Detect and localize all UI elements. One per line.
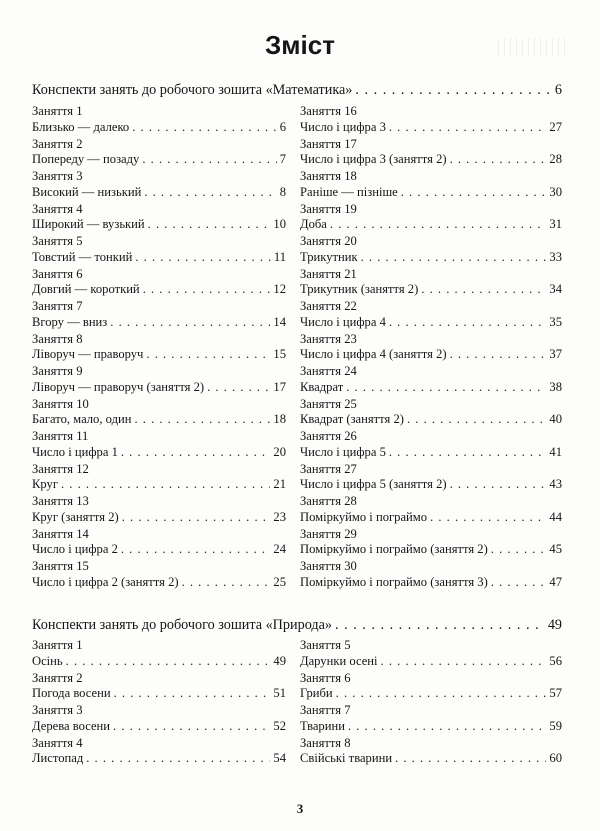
dot-leader [144, 185, 276, 201]
dot-leader [389, 315, 547, 331]
toc-entry-row [300, 686, 562, 702]
lesson-page: 28 [549, 152, 562, 166]
toc-entry-row [300, 477, 562, 493]
toc-entry-row [300, 412, 562, 428]
toc-entry[interactable] [300, 104, 562, 137]
lesson-page: 38 [549, 379, 562, 394]
toc-entry-row [300, 282, 562, 298]
dot-leader [86, 751, 270, 767]
toc-entry-row [32, 510, 286, 526]
toc-entry[interactable] [32, 494, 286, 527]
dot-leader [134, 412, 270, 428]
lesson-page: 37 [549, 347, 562, 361]
lesson-title: Число і цифра 1 [32, 444, 118, 459]
lesson-number: Заняття 11 [32, 429, 89, 443]
lesson-page: 23 [273, 509, 286, 524]
dot-leader [114, 686, 271, 702]
lesson-number: Заняття 3 [32, 169, 83, 183]
lesson-number: Заняття 21 [300, 266, 357, 281]
toc-entry[interactable] [300, 267, 562, 300]
dot-leader [207, 380, 270, 396]
page-number: 3 [296, 801, 304, 816]
lesson-number: Заняття 6 [300, 670, 351, 685]
dot-leader [113, 719, 270, 735]
lesson-number: Заняття 20 [300, 234, 357, 248]
toc-entry-row [32, 719, 286, 735]
toc-entry-row [300, 250, 562, 266]
lesson-number: Заняття 2 [32, 670, 83, 685]
dot-leader [330, 217, 547, 233]
section-page: 49 [547, 617, 562, 633]
lesson-page: 43 [549, 477, 562, 491]
dot-leader [121, 542, 271, 558]
lesson-title: Тварини [300, 718, 345, 733]
toc-entry-row [300, 315, 562, 331]
lesson-page: 15 [273, 347, 286, 361]
section-title: Конспекти занять до робочого зошита «Природа» [32, 617, 333, 633]
toc-entry-row [32, 152, 286, 168]
dot-leader [146, 347, 270, 363]
toc-entry-row [32, 347, 286, 363]
lesson-number: Заняття 26 [300, 429, 357, 443]
lesson-title: Поміркуймо і пограймо [300, 509, 428, 524]
toc-entry-row [32, 542, 286, 558]
lesson-title: Близько — далеко [32, 119, 130, 134]
dot-leader [450, 477, 547, 493]
dot-leader [361, 250, 547, 266]
lesson-number: Заняття 13 [32, 494, 89, 508]
lesson-page: 20 [273, 444, 286, 459]
section-title: Конспекти занять до робочого зошита «Математика» [32, 82, 353, 98]
lesson-title: Число і цифра 5 (заняття 2) [300, 477, 447, 491]
lesson-page: 18 [273, 412, 286, 426]
lesson-number: Заняття 4 [32, 735, 83, 750]
lesson-title: Багато, мало, один [32, 412, 132, 426]
page-title: Зміст [265, 30, 335, 60]
lesson-title: Поміркуймо і пограймо (заняття 3) [300, 574, 488, 589]
lesson-number: Заняття 22 [300, 299, 357, 313]
lesson-title: Вгору — вниз [32, 314, 108, 329]
lesson-title: Круг (заняття 2) [32, 509, 119, 524]
toc-entry-row [300, 719, 562, 735]
toc-column-right [300, 638, 562, 768]
lesson-number: Заняття 12 [32, 461, 89, 476]
toc-entry[interactable] [300, 462, 562, 495]
lesson-title: Число і цифра 2 [32, 542, 118, 556]
toc-entry-row [32, 315, 286, 331]
toc-entry-row [300, 542, 562, 558]
lesson-title: Гриби [300, 686, 333, 700]
dot-leader [355, 82, 552, 99]
dot-leader [421, 282, 546, 298]
toc-entry[interactable] [32, 462, 286, 495]
lesson-title: Дарунки осені [300, 653, 378, 668]
lesson-title: Круг [32, 477, 58, 491]
lesson-number: Заняття 17 [300, 136, 357, 151]
toc-entry[interactable] [32, 332, 286, 365]
lesson-title: Листопад [32, 751, 84, 765]
lesson-page: 33 [549, 249, 562, 264]
toc-entry[interactable] [32, 559, 286, 592]
lesson-page: 49 [273, 653, 286, 668]
lesson-title: Трикутник (заняття 2) [300, 282, 419, 296]
lesson-page: 57 [549, 686, 562, 700]
lesson-page: 51 [273, 686, 286, 700]
toc-entry[interactable] [32, 169, 286, 202]
lesson-number: Заняття 8 [300, 735, 351, 750]
toc-entry[interactable] [300, 703, 562, 736]
toc-entry-row [300, 152, 562, 168]
lesson-page: 34 [549, 282, 562, 296]
toc-entry[interactable] [32, 234, 286, 267]
toc-entry-row [32, 654, 286, 670]
toc-entry[interactable] [300, 397, 562, 430]
toc-entry-row [32, 686, 286, 702]
toc-entry-row [32, 185, 286, 201]
toc-entry[interactable] [32, 364, 286, 397]
dot-leader [450, 152, 547, 168]
lesson-number: Заняття 6 [32, 266, 83, 281]
lesson-page: 25 [273, 574, 286, 589]
dot-leader [491, 542, 547, 558]
lesson-number: Заняття 28 [300, 494, 357, 508]
dot-leader [132, 120, 276, 136]
toc-entry[interactable] [32, 397, 286, 430]
dot-leader [66, 654, 271, 670]
toc-column-left [32, 104, 286, 592]
lesson-title: Число і цифра 2 (заняття 2) [32, 574, 179, 589]
toc-entry-row [300, 654, 562, 670]
toc-entry-row [300, 120, 562, 136]
toc-entry-row [32, 751, 286, 767]
dot-leader [381, 654, 547, 670]
lesson-number: Заняття 5 [32, 234, 83, 248]
lesson-number: Заняття 19 [300, 201, 357, 216]
toc-entry[interactable] [300, 169, 562, 202]
lesson-number: Заняття 10 [32, 396, 89, 411]
lesson-page: 52 [273, 718, 286, 733]
lesson-page: 40 [549, 412, 562, 426]
lesson-page: 59 [549, 718, 562, 733]
lesson-page: 17 [273, 379, 286, 394]
toc-column-right [300, 104, 562, 592]
toc-entry[interactable] [32, 299, 286, 332]
lesson-title: Широкий — вузький [32, 217, 145, 231]
dot-leader [491, 575, 547, 591]
dot-leader [389, 445, 547, 461]
toc-entry[interactable] [300, 638, 562, 671]
dot-leader [395, 751, 546, 767]
lesson-title: Число і цифра 4 (заняття 2) [300, 347, 447, 361]
dot-leader [348, 719, 546, 735]
lesson-title: Свійські тварини [300, 751, 393, 765]
toc-column-left [32, 638, 286, 768]
lesson-number: Заняття 3 [32, 703, 83, 717]
dot-leader [407, 412, 546, 428]
lesson-title: Попереду — позаду [32, 152, 140, 166]
lesson-page: 27 [549, 119, 562, 134]
lesson-number: Заняття 4 [32, 201, 83, 216]
toc-entry[interactable] [300, 332, 562, 365]
toc-entry-row [32, 217, 286, 233]
lesson-page: 56 [549, 653, 562, 668]
dot-leader [335, 617, 545, 634]
toc-entry[interactable] [300, 234, 562, 267]
dot-leader [450, 347, 547, 363]
lesson-page: 14 [273, 314, 286, 329]
toc-entry[interactable] [32, 638, 286, 671]
toc-entry[interactable] [32, 137, 286, 170]
dot-leader [346, 380, 546, 396]
toc-entry-row [32, 120, 286, 136]
dot-leader [148, 217, 271, 233]
lesson-title: Товстий — тонкий [32, 249, 133, 264]
lesson-page: 45 [549, 542, 562, 556]
lesson-number: Заняття 25 [300, 396, 357, 411]
dot-leader [121, 445, 271, 461]
toc-entry[interactable] [300, 299, 562, 332]
dot-leader [182, 575, 271, 591]
toc-entry[interactable] [300, 736, 562, 769]
lesson-page: 7 [279, 152, 286, 166]
toc-entry[interactable] [32, 671, 286, 704]
dot-leader [143, 282, 271, 298]
lesson-title: Число і цифра 4 [300, 314, 386, 329]
lesson-page: 6 [279, 119, 286, 134]
dot-leader [135, 250, 271, 266]
lesson-title: Трикутник [300, 249, 358, 264]
dot-leader [122, 510, 271, 526]
toc-entry-row [32, 380, 286, 396]
lesson-title: Високий — низький [32, 184, 142, 199]
dot-leader [336, 686, 547, 702]
dot-leader [430, 510, 546, 526]
lesson-number: Заняття 30 [300, 559, 357, 573]
section-page: 6 [554, 82, 562, 98]
toc-entry[interactable] [32, 736, 286, 769]
lesson-page: 30 [549, 184, 562, 199]
lesson-number: Заняття 9 [32, 364, 83, 378]
lesson-page: 11 [273, 249, 286, 264]
section-heading-math[interactable] [32, 82, 562, 99]
toc-entry-row [32, 575, 286, 591]
dot-leader [142, 152, 276, 168]
toc-entry[interactable] [32, 703, 286, 736]
lesson-number: Заняття 14 [32, 526, 89, 541]
toc-entry-row [300, 751, 562, 767]
lesson-title: Погода восени [32, 686, 111, 700]
lesson-number: Заняття 2 [32, 136, 83, 151]
lesson-title: Довгий — короткий [32, 282, 140, 296]
toc-entry-row [300, 445, 562, 461]
toc-entry-row [32, 412, 286, 428]
toc-entry[interactable] [300, 494, 562, 527]
dot-leader [401, 185, 547, 201]
lesson-title: Число і цифра 3 (заняття 2) [300, 152, 447, 166]
lesson-number: Заняття 5 [300, 638, 351, 652]
lesson-title: Ліворуч — праворуч (заняття 2) [32, 379, 205, 394]
dot-leader [110, 315, 270, 331]
toc-entry[interactable] [300, 137, 562, 170]
lesson-title: Число і цифра 5 [300, 444, 386, 459]
section-heading-nature[interactable] [32, 617, 562, 634]
lesson-title: Доба [300, 217, 327, 231]
lesson-number: Заняття 23 [300, 331, 357, 346]
toc-entry-row [300, 185, 562, 201]
lesson-title: Квадрат (заняття 2) [300, 412, 404, 426]
lesson-page: 35 [549, 314, 562, 329]
lesson-number: Заняття 16 [300, 104, 357, 118]
lesson-page: 60 [549, 751, 562, 765]
toc-entry[interactable] [32, 527, 286, 560]
lesson-number: Заняття 15 [32, 559, 89, 573]
lesson-page: 21 [273, 477, 286, 491]
toc-entry-row [300, 217, 562, 233]
lesson-number: Заняття 24 [300, 364, 357, 378]
lesson-number: Заняття 1 [32, 638, 83, 652]
lesson-number: Заняття 18 [300, 169, 357, 183]
lesson-number: Заняття 7 [32, 299, 83, 313]
toc-entry[interactable] [300, 671, 562, 704]
toc-entry-row [32, 250, 286, 266]
lesson-page: 24 [273, 542, 286, 556]
toc-entry[interactable] [32, 104, 286, 137]
toc-entry[interactable] [300, 429, 562, 462]
lesson-page: 8 [279, 184, 286, 199]
lesson-number: Заняття 8 [32, 331, 83, 346]
lesson-page: 12 [273, 282, 286, 296]
lesson-title: Раніше — пізніше [300, 184, 398, 199]
lesson-title: Осінь [32, 653, 63, 668]
lesson-number: Заняття 1 [32, 104, 83, 118]
toc-entry-row [32, 282, 286, 298]
lesson-title: Поміркуймо і пограймо (заняття 2) [300, 542, 488, 556]
lesson-page: 10 [273, 217, 286, 231]
toc-entry[interactable] [300, 559, 562, 592]
lesson-page: 31 [549, 217, 562, 231]
toc-entry-row [32, 477, 286, 493]
toc-entry-row [32, 445, 286, 461]
lesson-title: Ліворуч — праворуч [32, 347, 144, 361]
lesson-number: Заняття 29 [300, 526, 357, 541]
toc-entry[interactable] [32, 267, 286, 300]
toc-entry-row [300, 510, 562, 526]
toc-entry[interactable] [300, 364, 562, 397]
lesson-title: Квадрат [300, 379, 344, 394]
lesson-title: Число і цифра 3 [300, 119, 386, 134]
toc-entry[interactable] [300, 527, 562, 560]
lesson-page: 41 [549, 444, 562, 459]
toc-entry-row [300, 380, 562, 396]
toc-entry[interactable] [32, 429, 286, 462]
toc-entry-row [300, 575, 562, 591]
lesson-page: 44 [549, 509, 562, 524]
lesson-number: Заняття 27 [300, 461, 357, 476]
lesson-page: 47 [549, 574, 562, 589]
toc-entry[interactable] [300, 202, 562, 235]
toc-entry-row [300, 347, 562, 363]
lesson-title: Дерева восени [32, 718, 111, 733]
toc-entry[interactable] [32, 202, 286, 235]
lesson-page: 54 [273, 751, 286, 765]
dot-leader [389, 120, 547, 136]
dot-leader [61, 477, 270, 493]
lesson-number: Заняття 7 [300, 703, 351, 717]
